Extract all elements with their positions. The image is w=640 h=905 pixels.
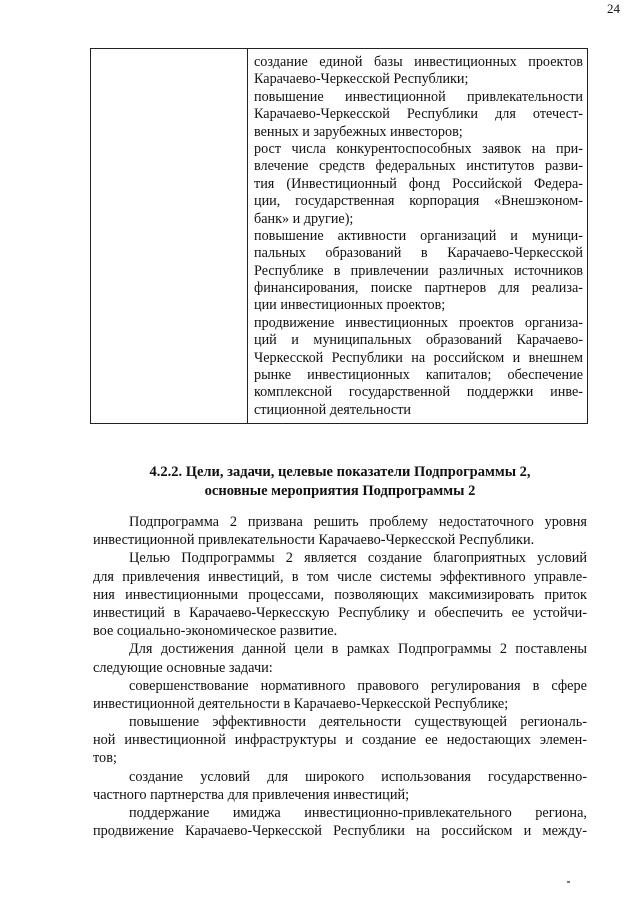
paragraph-line: инвестиционной привлекательности Карачаево-Черкесской Республики. [93,532,535,549]
table-line: ции, государственная корпорация «Внешэконом- [254,193,583,210]
paragraph-line: инвестиционной деятельности в Карачаево-Черкесской Республике; [93,695,509,712]
paragraph-line: продвижение Карачаево-Черкесской Республики на российском и между- [93,823,587,840]
table-line: влечение средств федеральных институтов разви- [254,158,583,175]
paragraph-line: вое социально-экономическое развитие. [93,623,338,640]
paragraph-line: совершенствование нормативного правового регулирования в сфере [129,677,587,694]
paragraph-line: для привлечения инвестиций, в том числе системы эффективного управле- [93,568,587,585]
paragraph-line: частного партнерства для привлечения инвестиций; [93,786,410,803]
paragraph-line: тов; [93,750,117,767]
table-line: банк» и другие); [254,210,354,227]
table-line: повышение инвестиционной привлекательности [254,88,583,105]
table-line: пальных образований в Карачаево-Черкесской [254,245,583,262]
paragraph-line: повышение эффективности деятельности существующей региональ- [129,714,587,731]
table-line: комплексной государственной поддержки инве- [254,384,583,401]
paragraph-line: поддержание имиджа инвестиционно-привлекательного региона, [129,805,587,821]
paragraph-line: ния инвестиционными процессами, позволяющих максимизировать приток [93,586,587,603]
table-line: стиционной деятельности [254,401,412,418]
section-heading-line: 4.2.2. Цели, задачи, целевые показатели Подпрограммы 2, [149,464,531,480]
table-line: Карачаево-Черкесской Республики для отечест- [254,106,583,123]
section-heading [90,463,590,501]
table-line: создание единой базы инвестиционных проектов [254,54,583,70]
paragraph-line: следующие основные задачи: [93,659,273,676]
table-line: рынке инвестиционных капиталов; обеспечение [254,367,583,384]
table-line: продвижение инвестиционных проектов организа- [254,314,583,331]
paragraph-line: Целью Подпрограммы 2 является создание благоприятных условий [129,550,587,567]
paragraph-line: Подпрограмма 2 призвана решить проблему недостаточного уровня [129,514,587,530]
goals-table [90,48,588,424]
table-line: Черкесской Республики на российском и внешнем [254,349,583,366]
paragraph-line: создание условий для широкого использования государственно- [129,768,587,785]
table-line: ции инвестиционных проектов; [254,297,446,314]
paragraph-line: ной инвестиционной инфраструктуры и создание ее недостающих элемен- [93,732,587,749]
scan-artifact [567,881,570,883]
page-number: 24 [607,1,620,16]
table-left-cell [91,49,248,423]
section-heading-line: основные мероприятия Подпрограммы 2 [204,483,476,499]
table-line: Карачаево-Черкесской Республики; [254,71,469,88]
table-line: повышение активности организаций и муници- [254,227,583,244]
body-text [93,513,587,840]
table-line: тия (Инвестиционный фонд Российской Федера- [254,175,583,192]
table-line: рост числа конкурентоспособных заявок на при- [254,140,583,157]
table-line: Республике в привлечении различных источников [254,262,583,279]
table-line: ций и муниципальных образований Карачаево- [254,332,583,349]
table-right-cell [254,54,583,419]
paragraph-line: Для достижения данной цели в рамках Подпрограммы 2 поставлены [129,641,587,658]
paragraph-line: инвестиций в Карачаево-Черкесскую Республику и обеспечить ее устойчи- [93,604,587,621]
table-line: венных и зарубежных инвесторов; [254,123,463,140]
table-line: финансирования, поиске партнеров для реализа- [254,280,583,297]
